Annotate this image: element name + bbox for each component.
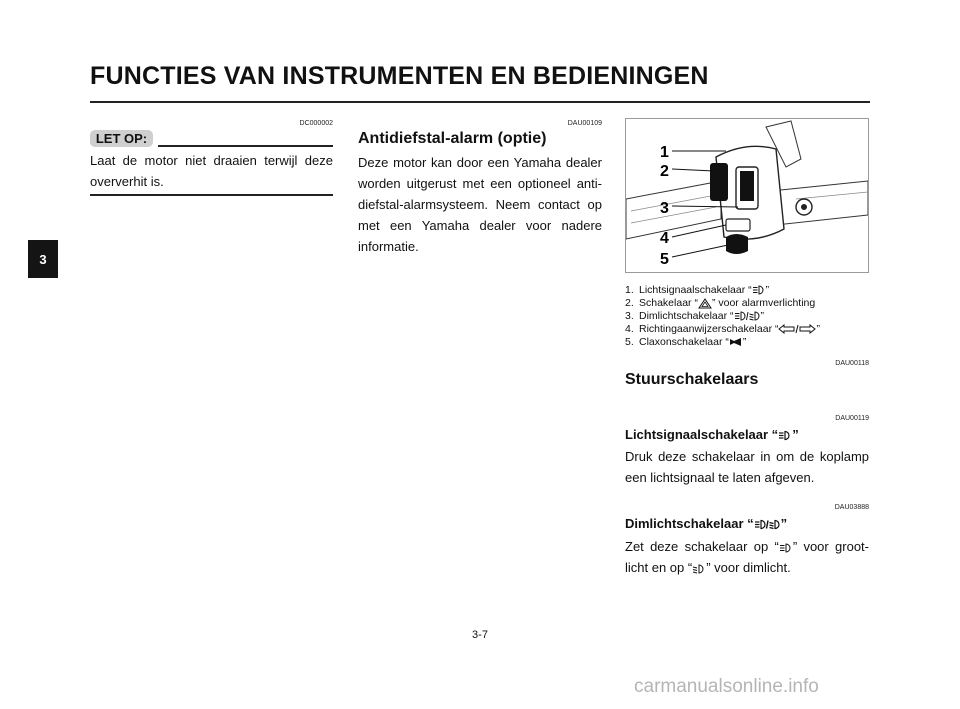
caption-item bbox=[625, 310, 820, 323]
dimmer-text-b: ” voor groot-licht en op “ bbox=[625, 539, 869, 575]
caption-number: 4. bbox=[625, 323, 634, 335]
caption-number: 3. bbox=[625, 310, 634, 322]
callout-1: 1 bbox=[660, 144, 669, 161]
caption-text: Schakelaar “ bbox=[639, 297, 698, 309]
caption-text-end: ” bbox=[742, 336, 747, 348]
callout-4: 4 bbox=[660, 230, 669, 247]
high-beam-icon bbox=[779, 543, 793, 553]
title-rule bbox=[90, 101, 870, 103]
caption-item bbox=[625, 284, 820, 297]
caution-label-rule bbox=[158, 145, 333, 147]
caption-text: Claxonschakelaar “ bbox=[639, 336, 729, 348]
high-low-beam-icon bbox=[734, 311, 761, 321]
figure-captions bbox=[625, 284, 820, 349]
caption-text: Dimlichtschakelaar “ bbox=[639, 310, 734, 322]
dimmer-text bbox=[625, 536, 869, 578]
caption-number: 5. bbox=[625, 336, 634, 348]
dimmer-heading-end: ” bbox=[780, 516, 788, 531]
caption-text-end: ” bbox=[760, 310, 765, 322]
dimmer-heading-text: Dimlichtschakelaar “ bbox=[625, 516, 754, 531]
caption-text: Lichtsignaalschakelaar “ bbox=[639, 284, 752, 296]
caption-item bbox=[625, 323, 820, 336]
caution-label: LET OP: bbox=[90, 130, 153, 147]
chapter-tab: 3 bbox=[28, 240, 58, 278]
dimmer-heading bbox=[625, 516, 869, 531]
turn-signal-icon bbox=[778, 324, 816, 334]
page-title: FUNCTIES VAN INSTRUMENTEN EN BEDIENINGEN bbox=[90, 62, 709, 90]
alarm-text: Deze motor kan door een Yamaha dealer worden uitgerust met een optioneel anti-diefstal-alarmsysteem. Neem contact op met een Yamaha dealer voor nadere informatie. bbox=[358, 155, 602, 254]
callout-2: 2 bbox=[660, 163, 669, 180]
hazard-icon bbox=[698, 298, 712, 309]
page-number: 3-7 bbox=[472, 629, 488, 641]
caption-item bbox=[625, 297, 820, 310]
caption-text-end: ” voor alarmverlichting bbox=[711, 297, 816, 309]
handlebar-switch-illustration bbox=[626, 119, 868, 272]
alarm-heading: Antidiefstal-alarm (optie) bbox=[358, 130, 547, 147]
handlebar-code: DAU00118 bbox=[835, 360, 869, 367]
passing-text: Druk deze schakelaar in om de koplamp een lichtsignaal te laten afgeven. bbox=[625, 449, 869, 485]
caution-text: Laat de motor niet draaien terwijl deze oververhit is. bbox=[90, 153, 333, 189]
handlebar-switch-figure bbox=[625, 118, 869, 273]
dimmer-text-c: ” voor dimlicht. bbox=[706, 560, 791, 575]
callout-3: 3 bbox=[660, 200, 669, 217]
watermark: carmanualsonline.info bbox=[634, 676, 819, 697]
low-beam-icon bbox=[692, 564, 706, 574]
high-beam-icon bbox=[778, 430, 792, 441]
horn-icon bbox=[729, 337, 743, 347]
passing-heading-end: ” bbox=[792, 427, 799, 442]
high-low-beam-icon bbox=[754, 519, 781, 530]
caution-code: DC000002 bbox=[299, 120, 333, 127]
caption-number: 2. bbox=[625, 297, 634, 309]
high-beam-icon bbox=[752, 285, 766, 295]
passing-heading-text: Lichtsignaalschakelaar “ bbox=[625, 427, 779, 442]
alarm-code: DAU00109 bbox=[567, 120, 602, 127]
caption-number: 1. bbox=[625, 284, 634, 296]
dimmer-code: DAU03888 bbox=[834, 504, 869, 511]
caption-text-end: ” bbox=[816, 323, 820, 335]
dimmer-text-a: Zet deze schakelaar op “ bbox=[625, 539, 779, 554]
caption-text: Richtingaanwijzerschakelaar “ bbox=[639, 323, 779, 335]
caution-end-rule bbox=[90, 194, 333, 196]
passing-code: DAU00119 bbox=[835, 415, 869, 422]
callout-5: 5 bbox=[660, 251, 669, 268]
handlebar-heading: Stuurschakelaars bbox=[625, 371, 759, 388]
passing-heading bbox=[625, 427, 869, 442]
caption-item bbox=[625, 336, 820, 349]
caption-text-end: ” bbox=[765, 284, 770, 296]
